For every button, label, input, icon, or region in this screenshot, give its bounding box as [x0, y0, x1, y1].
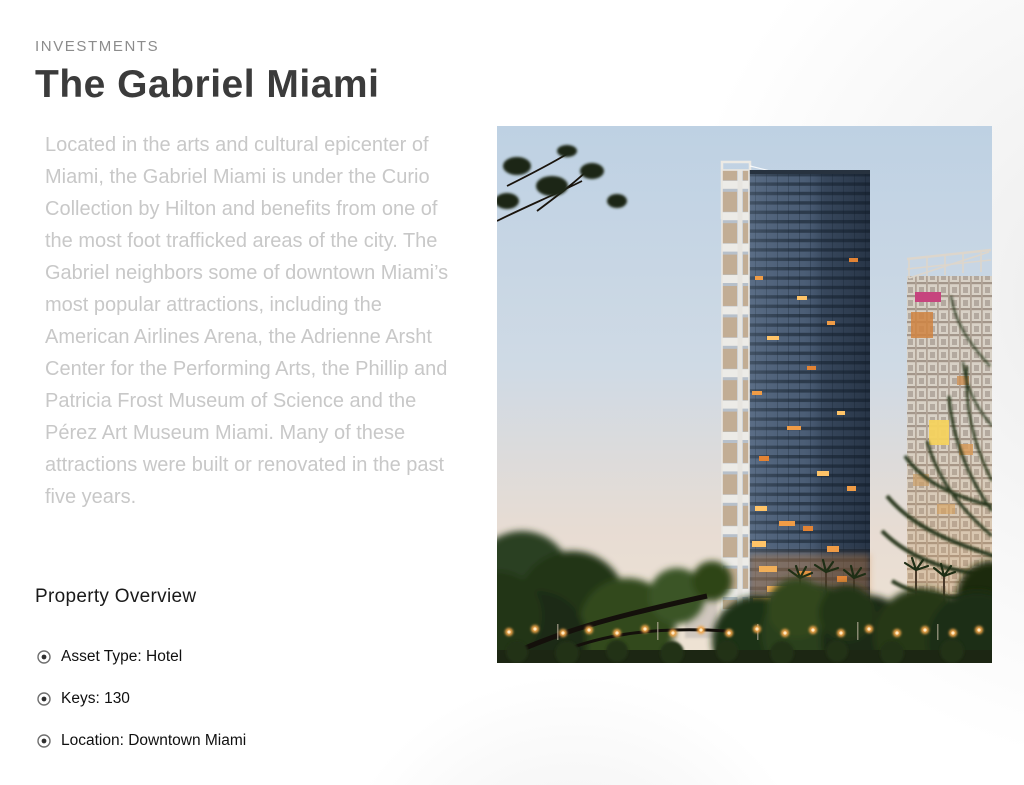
overview-heading: Property Overview — [35, 586, 197, 607]
page-title: The Gabriel Miami — [35, 63, 380, 106]
radio-bullet-icon — [37, 650, 51, 664]
property-photo-scene — [497, 126, 992, 663]
list-item — [37, 690, 246, 708]
overview-list — [37, 648, 246, 774]
list-item — [37, 648, 246, 666]
list-item-label: Location: Downtown Miami — [61, 732, 247, 749]
tower-balcony-column — [722, 170, 749, 610]
list-item-label: Asset Type: Hotel — [61, 648, 183, 665]
radio-bullet-icon — [37, 734, 51, 748]
list-item — [37, 732, 246, 750]
list-item-label: Keys: 130 — [61, 690, 130, 707]
property-photo — [497, 126, 992, 663]
property-description: Located in the arts and cultural epicenter of Miami, the Gabriel Miami is under the Curio Collection by Hilton and benefits from one of the most foot trafficked areas of the city. The Gabriel neighbors some of downtown Miami’s most popular attractions, including the American Airlines Arena, the Adrienne Arsht Center for the Performing Arts, the Phillip and Patricia Frost Museum of Science and the Pérez Art Museum Miami. Many of these attractions were built or renovated in the past five years. — [45, 134, 449, 508]
category-eyebrow: INVESTMENTS — [35, 38, 160, 55]
article-header — [35, 38, 485, 513]
main-tower — [722, 162, 870, 610]
radio-bullet-icon — [37, 692, 51, 706]
